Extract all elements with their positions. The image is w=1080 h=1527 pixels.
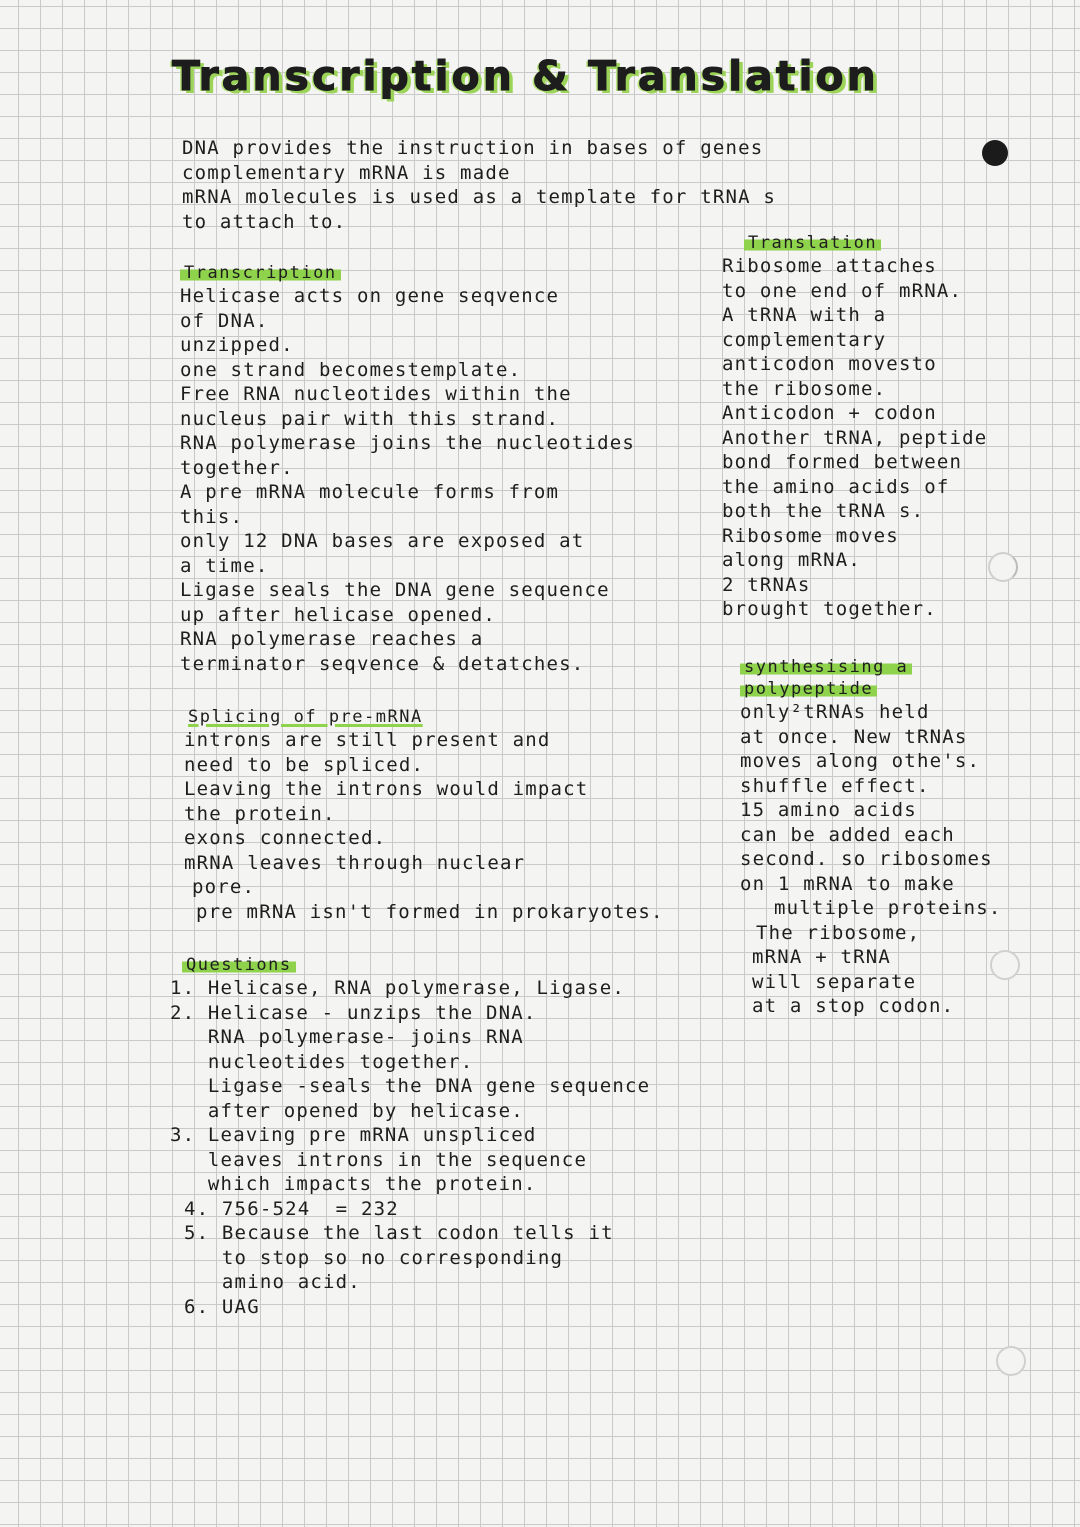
translation-line: A tRNA with a — [722, 304, 887, 326]
synthesising-line: second. so ribosomes — [740, 848, 993, 870]
page-title: Transcription & Translation — [172, 52, 879, 100]
splicing-line: introns are still present and — [184, 729, 551, 751]
transcription-heading: Transcription — [180, 262, 341, 284]
splicing-line: the protein. — [184, 802, 336, 825]
answer-line: which impacts the protein. — [170, 1173, 537, 1195]
synthesising-line: at a stop codon. — [752, 995, 955, 1017]
synthesising-line: multiple proteins. — [774, 897, 1002, 919]
answer-line: after opened by helicase. — [170, 1099, 524, 1122]
translation-line: the ribosome. — [722, 377, 887, 400]
binder-hole-bottom — [996, 1346, 1026, 1376]
translation-line: anticodon movesto — [722, 353, 937, 375]
transcription-line: together. — [180, 456, 294, 479]
synthesising-line: will separate — [752, 970, 917, 993]
translation-line: bond formed between — [722, 451, 963, 473]
answer-line: 5. Because the last codon tells it — [184, 1222, 614, 1244]
questions-section — [170, 954, 650, 1319]
synthesising-heading-line: polypeptide — [740, 678, 877, 700]
transcription-line: RNA polymerase reaches a — [180, 628, 484, 650]
binder-hole-upper-middle — [988, 552, 1018, 582]
translation-line: both the tRNA s. — [722, 500, 925, 522]
answer-line: leaves introns in the sequence — [170, 1148, 588, 1171]
synthesising-heading — [740, 656, 1002, 700]
translation-line: Anticodon + codon — [722, 402, 937, 424]
splicing-line: exons connected. — [184, 827, 387, 849]
transcription-line: unzipped. — [180, 334, 294, 356]
intro-line: to attach to. — [182, 210, 347, 233]
translation-heading: Translation — [744, 232, 881, 254]
answer-line: Ligase -seals the DNA gene sequence — [170, 1075, 651, 1097]
intro-line: DNA provides the instruction in bases of genes — [182, 137, 764, 159]
synthesising-line: on 1 mRNA to make — [740, 872, 955, 895]
transcription-line: only 12 DNA bases are exposed at — [180, 530, 585, 552]
synthesising-line: can be added each — [740, 823, 955, 846]
transcription-line: up after helicase opened. — [180, 603, 496, 626]
transcription-line: this. — [180, 505, 244, 528]
translation-line: to one end of mRNA. — [722, 279, 963, 302]
binder-hole-top — [982, 140, 1008, 166]
transcription-line: Helicase acts on gene seqvence — [180, 285, 560, 307]
questions-heading: Questions — [182, 954, 296, 976]
synthesising-heading-line: synthesising a — [740, 656, 912, 678]
answer-line: amino acid. — [184, 1271, 361, 1293]
answer-line: to stop so no corresponding — [184, 1246, 564, 1269]
splicing-line: pore. — [192, 876, 256, 898]
translation-line: along mRNA. — [722, 549, 862, 571]
synthesising-line: shuffle effect. — [740, 774, 930, 797]
intro-paragraph — [182, 136, 776, 234]
splicing-line: Leaving the introns would impact — [184, 778, 589, 800]
answer-line: nucleotides together. — [170, 1050, 474, 1073]
splicing-line: mRNA leaves through nuclear — [184, 851, 526, 874]
translation-line: 2 tRNAs — [722, 573, 811, 596]
splicing-line: pre mRNA isn't formed in prokaryotes. — [196, 900, 664, 923]
answer-line: RNA polymerase- joins RNA — [170, 1026, 524, 1048]
translation-section — [722, 232, 987, 622]
translation-line: Another tRNA, peptide — [722, 426, 988, 449]
translation-line: Ribosome attaches — [722, 255, 937, 277]
translation-line: Ribosome moves — [722, 524, 899, 547]
answer-line: 4. 756-524 = 232 — [184, 1197, 399, 1220]
synthesising-line: only²tRNAs held — [740, 701, 930, 723]
answer-line: 2. Helicase - unzips the DNA. — [170, 1001, 537, 1024]
splicing-heading: Splicing of pre-mRNA — [188, 707, 423, 727]
intro-line: mRNA molecules is used as a template for tRNA s — [182, 186, 777, 208]
transcription-line: a time. — [180, 554, 269, 577]
translation-line: the amino acids of — [722, 475, 950, 498]
transcription-section — [180, 262, 635, 676]
transcription-line: Free RNA nucleotides within the — [180, 383, 572, 405]
synthesising-line: mRNA + tRNA — [752, 946, 892, 968]
splicing-section — [184, 706, 664, 924]
answer-line: 6. UAG — [184, 1295, 260, 1318]
transcription-line: A pre mRNA molecule forms from — [180, 481, 560, 503]
transcription-line: one strand becomestemplate. — [180, 358, 522, 381]
synthesising-line: 15 amino acids — [740, 799, 917, 821]
splicing-line: need to be spliced. — [184, 753, 425, 776]
transcription-line: of DNA. — [180, 309, 269, 332]
transcription-line: terminator seqvence & detatches. — [180, 652, 585, 675]
transcription-line: nucleus pair with this strand. — [180, 407, 560, 430]
intro-line: complementary mRNA is made — [182, 161, 511, 184]
answer-line: 3. Leaving pre mRNA unspliced — [170, 1124, 537, 1146]
translation-line: brought together. — [722, 598, 937, 620]
answer-line: 1. Helicase, RNA polymerase, Ligase. — [170, 977, 626, 999]
synthesising-line: moves along othe's. — [740, 750, 981, 772]
transcription-line: RNA polymerase joins the nucleotides — [180, 432, 636, 454]
synthesising-line: at once. New tRNAs — [740, 725, 968, 748]
synthesising-line: The ribosome, — [756, 921, 921, 944]
translation-line: complementary — [722, 328, 887, 351]
transcription-line: Ligase seals the DNA gene sequence — [180, 579, 610, 601]
synthesising-section — [740, 656, 1002, 1019]
